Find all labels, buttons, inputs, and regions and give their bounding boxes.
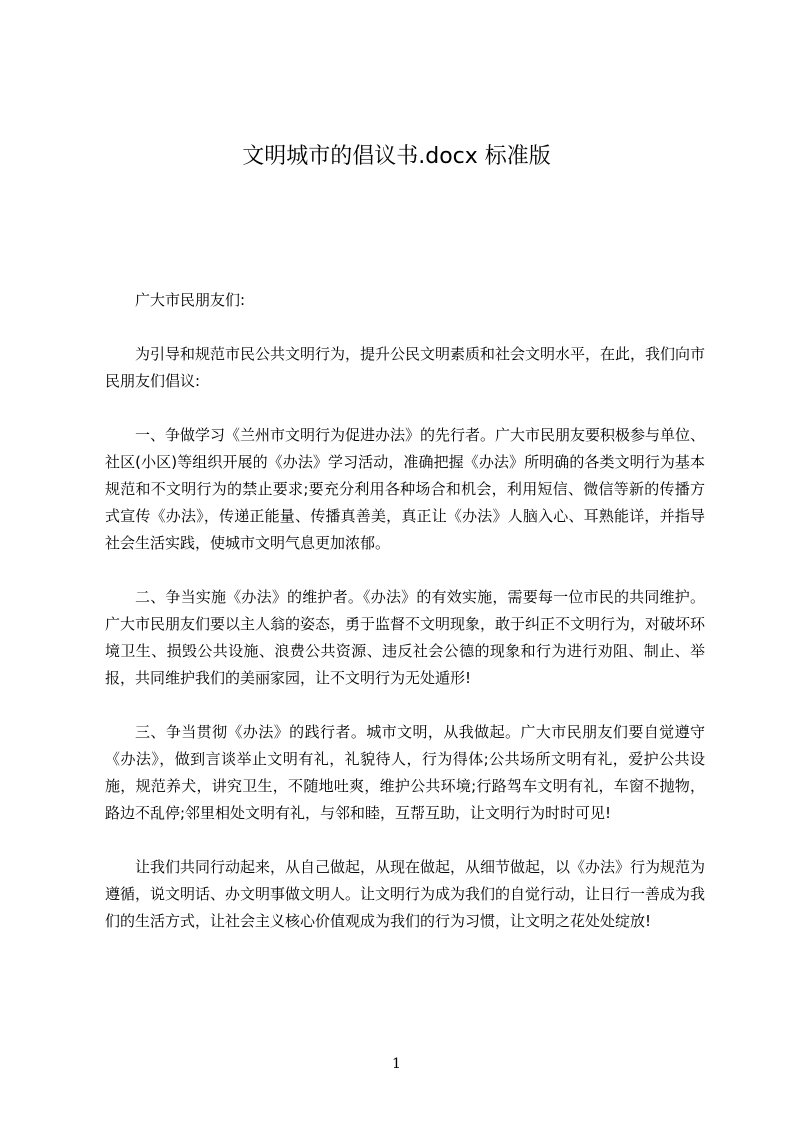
paragraph-item-3: 三、争当贯彻《办法》的践行者。城市文明，从我做起。广大市民朋友们要自觉遵守《办法》，做到言谈举止文明有礼，礼貌待人，行为得体;公共场所文明有礼，爱护公共设施，规范养犬，讲究卫生，不随地吐爽，维护公共环境;行路驾车文明有礼，车窗不抛物，路边不乱停;邻里相处文明有礼，与邻和睦，互帮互助，让文明行为时时可见! — [105, 723, 705, 822]
document-body — [105, 287, 705, 935]
document-title: 文明城市的倡议书.docx 标准版 — [242, 144, 551, 169]
page-number: 1 — [392, 1056, 401, 1072]
greeting-line: 广大市民朋友们: — [135, 291, 246, 309]
paragraph-item-1: 一、争做学习《兰州市文明行为促进办法》的先行者。广大市民朋友要积极参与单位、社区(小区)等组织开展的《办法》学习活动，准确把握《办法》所明确的各类文明行为基本规范和不文明行为的禁止要求;要充分利用各种场合和机会，利用短信、微信等新的传播方式宣传《办法》，传递正能量、传播真善美，真正让《办法》人脑入心、耳熟能详，并指导社会生活实践，使城市文明气息更加浓郁。 — [105, 426, 706, 552]
paragraph-item-2: 二、争当实施《办法》的维护者。《办法》的有效实施，需要每一位市民的共同维护。广大市民朋友们要以主人翁的姿态，勇于监督不文明现象，敢于纠正不文明行为，对破坏环境卫生、损毁公共设施、浪费公共资源、违反社会公德的现象和行为进行劝阻、制止、举报，共同维护我们的美丽家园，让不文明行为无处遁形! — [105, 588, 706, 687]
paragraph-intro: 为引导和规范市民公共文明行为，提升公民文明素质和社会文明水平，在此，我们向市民朋友们倡议: — [105, 345, 706, 390]
paragraph-closing: 让我们共同行动起来，从自己做起，从现在做起，从细节做起，以《办法》行为规范为遵循，说文明话、办文明事做文明人。让文明行为成为我们的自觉行动，让日行一善成为我们的生活方式，让社会主义核心价值观成为我们的行为习惯，让文明之花处处绽放! — [105, 858, 706, 930]
